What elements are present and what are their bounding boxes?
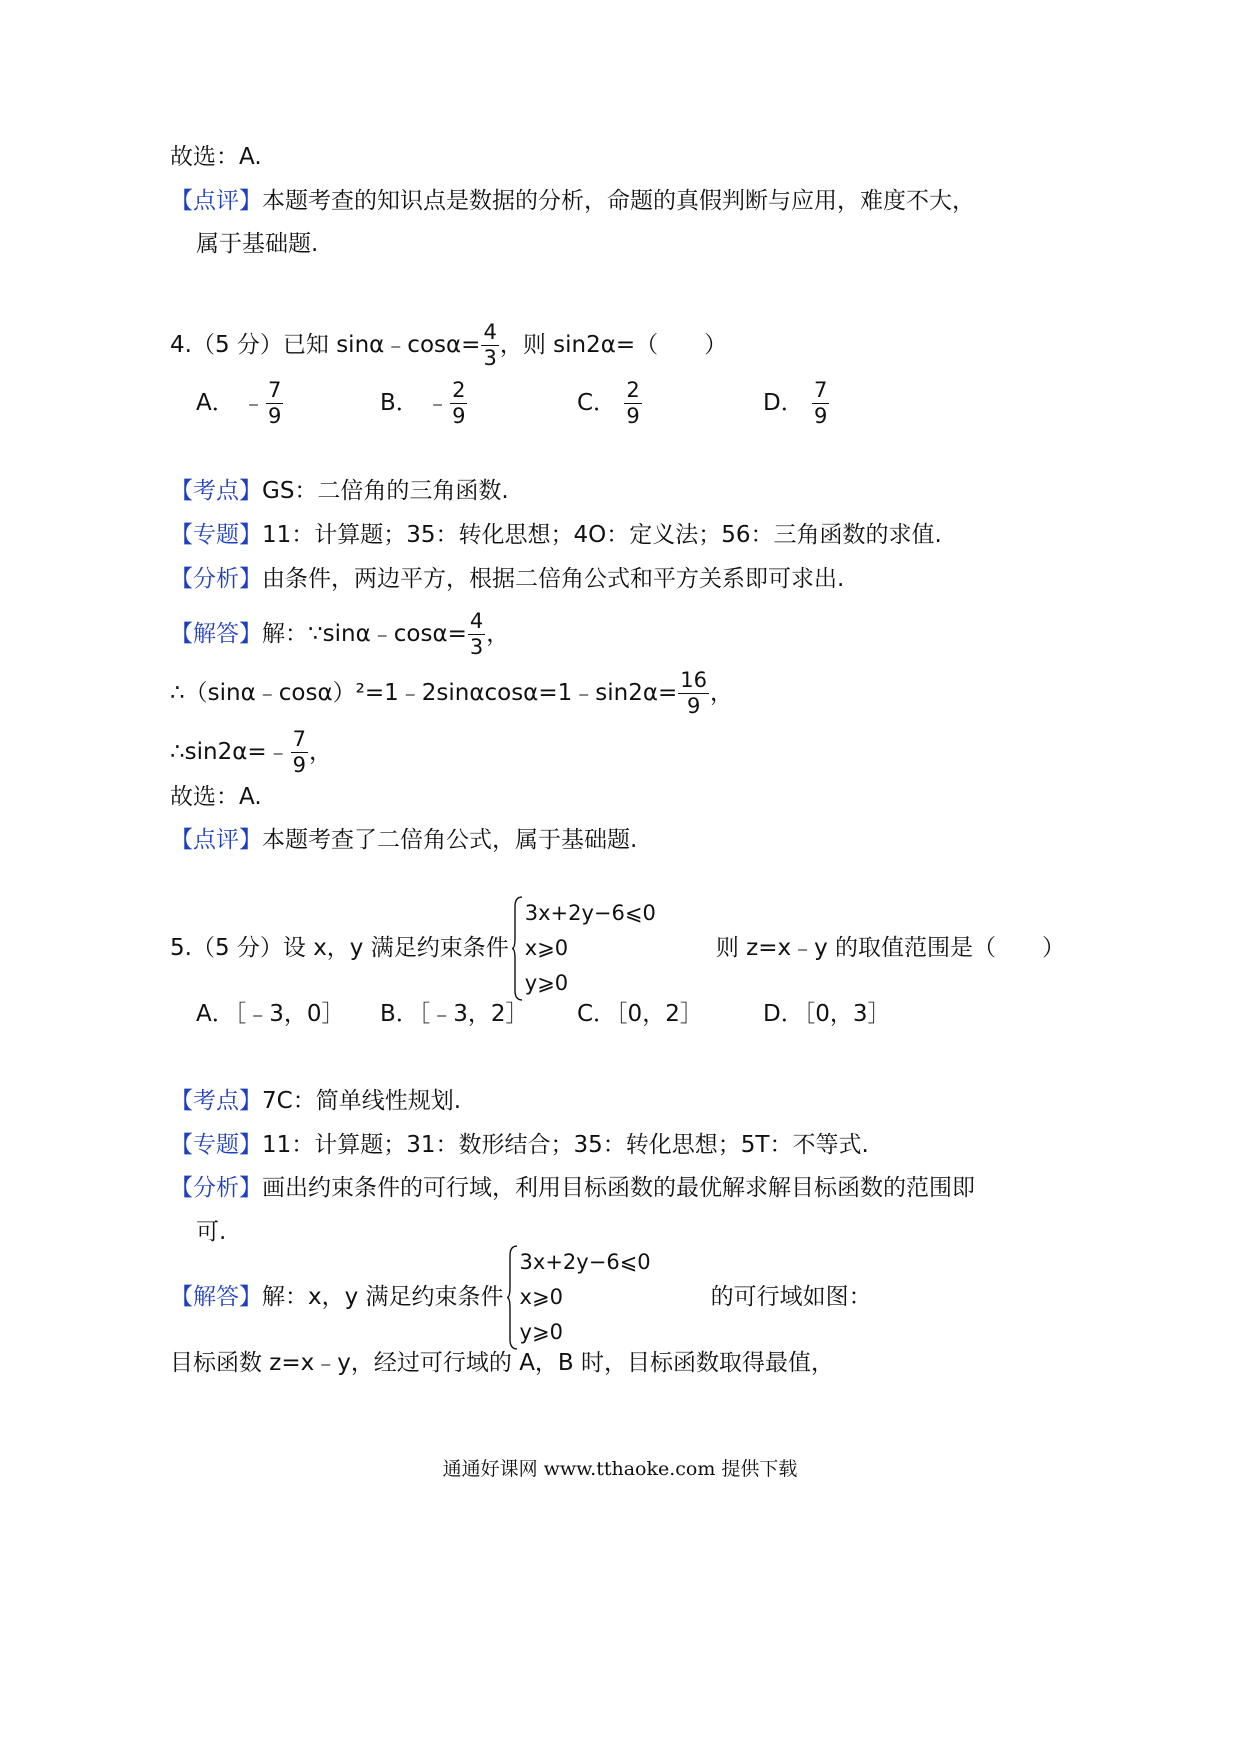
analysis-tag: 【分析】 — [170, 1175, 262, 1201]
constraint-system: 3x+2y−6⩽0 x⩾0 y⩾0 — [506, 1245, 651, 1350]
constraint-system: 3x+2y−6⩽0 x⩾0 y⩾0 — [511, 896, 656, 1001]
q5-point-line: 【考点】7C：简单线性规划. — [170, 1088, 462, 1114]
q5-option-b: B．［﹣3，2］ — [380, 1001, 529, 1027]
fraction: $\frac{16}{9}$ — [680, 668, 707, 718]
review-tag: 【点评】 — [170, 188, 262, 214]
q4-option-b: B． ﹣ $\frac{2}{9}$ — [380, 378, 466, 428]
left-brace-icon — [511, 896, 523, 1001]
left-brace-icon — [506, 1245, 518, 1350]
page-footer: 通通好课网 www.tthaoke.com 提供下载 — [442, 1458, 798, 1480]
fraction: $\frac{2}{9}$ — [452, 378, 466, 428]
fraction: $\frac{7}{9}$ — [814, 378, 828, 428]
q4-option-a: A． ﹣ $\frac{7}{9}$ — [196, 378, 282, 428]
q5-last-line: 目标函数 z=x﹣y，经过可行域的 A，B 时，目标函数取得最值， — [170, 1350, 835, 1376]
q5-analysis-line: 【分析】画出约束条件的可行域，利用目标函数的最优解求解目标函数的范围即 — [170, 1175, 975, 1201]
q4-point-line: 【考点】GS：二倍角的三角函数. — [170, 478, 509, 504]
q4-review-line: 【点评】本题考查了二倍角公式，属于基础题. — [170, 827, 638, 853]
topic-tag: 【专题】 — [170, 1132, 262, 1158]
answer-tag: 【解答】 — [170, 621, 262, 647]
fraction: $\frac{4}{3}$ — [469, 609, 484, 659]
q5-option-d: D．［0，3］ — [763, 1001, 891, 1027]
q4-option-c: C． $\frac{2}{9}$ — [577, 378, 640, 428]
topic-tag: 【专题】 — [170, 522, 262, 548]
q3-review-line: 【点评】本题考查的知识点是数据的分析，命题的真假判断与应用，难度不大， — [170, 188, 975, 214]
q4-option-d: D． $\frac{7}{9}$ — [763, 378, 828, 428]
q5-analysis-line-2: 可. — [196, 1219, 227, 1245]
q4-step-2: ∴sin2α=﹣ $\frac{7}{9}$ ， — [170, 727, 333, 777]
fraction: $\frac{7}{9}$ — [268, 378, 282, 428]
review-tag: 【点评】 — [170, 827, 262, 853]
q5-option-c: C．［0，2］ — [577, 1001, 703, 1027]
q4-analysis-line: 【分析】由条件，两边平方，根据二倍角公式和平方关系即可求出. — [170, 566, 845, 592]
answer-tag: 【解答】 — [170, 1284, 262, 1310]
q5-option-a: A．［﹣3，0］ — [196, 1001, 345, 1027]
q3-review-line-2: 属于基础题. — [196, 231, 319, 257]
q4-step-1: ∴（sinα﹣cosα）²=1﹣2sinαcosα=1﹣sin2α= $\frac{16}{9}$ ， — [170, 668, 733, 718]
q5-answer-line: 【解答】解：x，y 满足约束条件 3x+2y−6⩽0 x⩾0 y⩾0 的可行域如图： — [170, 1245, 872, 1350]
q4-stem: 4.（5 分）已知 sinα﹣cosα= $\frac{4}{3}$ ，则 sin2α=（ ） — [170, 320, 728, 370]
point-tag: 【考点】 — [170, 1088, 262, 1114]
fraction: $\frac{2}{9}$ — [626, 378, 640, 428]
q3-choose-line: 故选：A. — [170, 144, 262, 170]
q5-topic-line: 【专题】11：计算题；31：数形结合；35：转化思想；5T：不等式. — [170, 1132, 869, 1158]
point-tag: 【考点】 — [170, 478, 262, 504]
fraction: $\frac{7}{9}$ — [292, 727, 307, 777]
q4-topic-line: 【专题】11：计算题；35：转化思想；4O：定义法；56：三角函数的求值. — [170, 522, 942, 548]
analysis-tag: 【分析】 — [170, 566, 262, 592]
fraction: $\frac{4}{3}$ — [483, 320, 497, 370]
q4-choose-line: 故选：A. — [170, 784, 262, 810]
q4-answer-line: 【解答】解：∵sinα﹣cosα= $\frac{4}{3}$ ， — [170, 609, 510, 659]
q5-stem: 5.（5 分）设 x，y 满足约束条件 3x+2y−6⩽0 x⩾0 y⩾0 则 z=x﹣y 的取值范围是（ ） — [170, 896, 1065, 1001]
